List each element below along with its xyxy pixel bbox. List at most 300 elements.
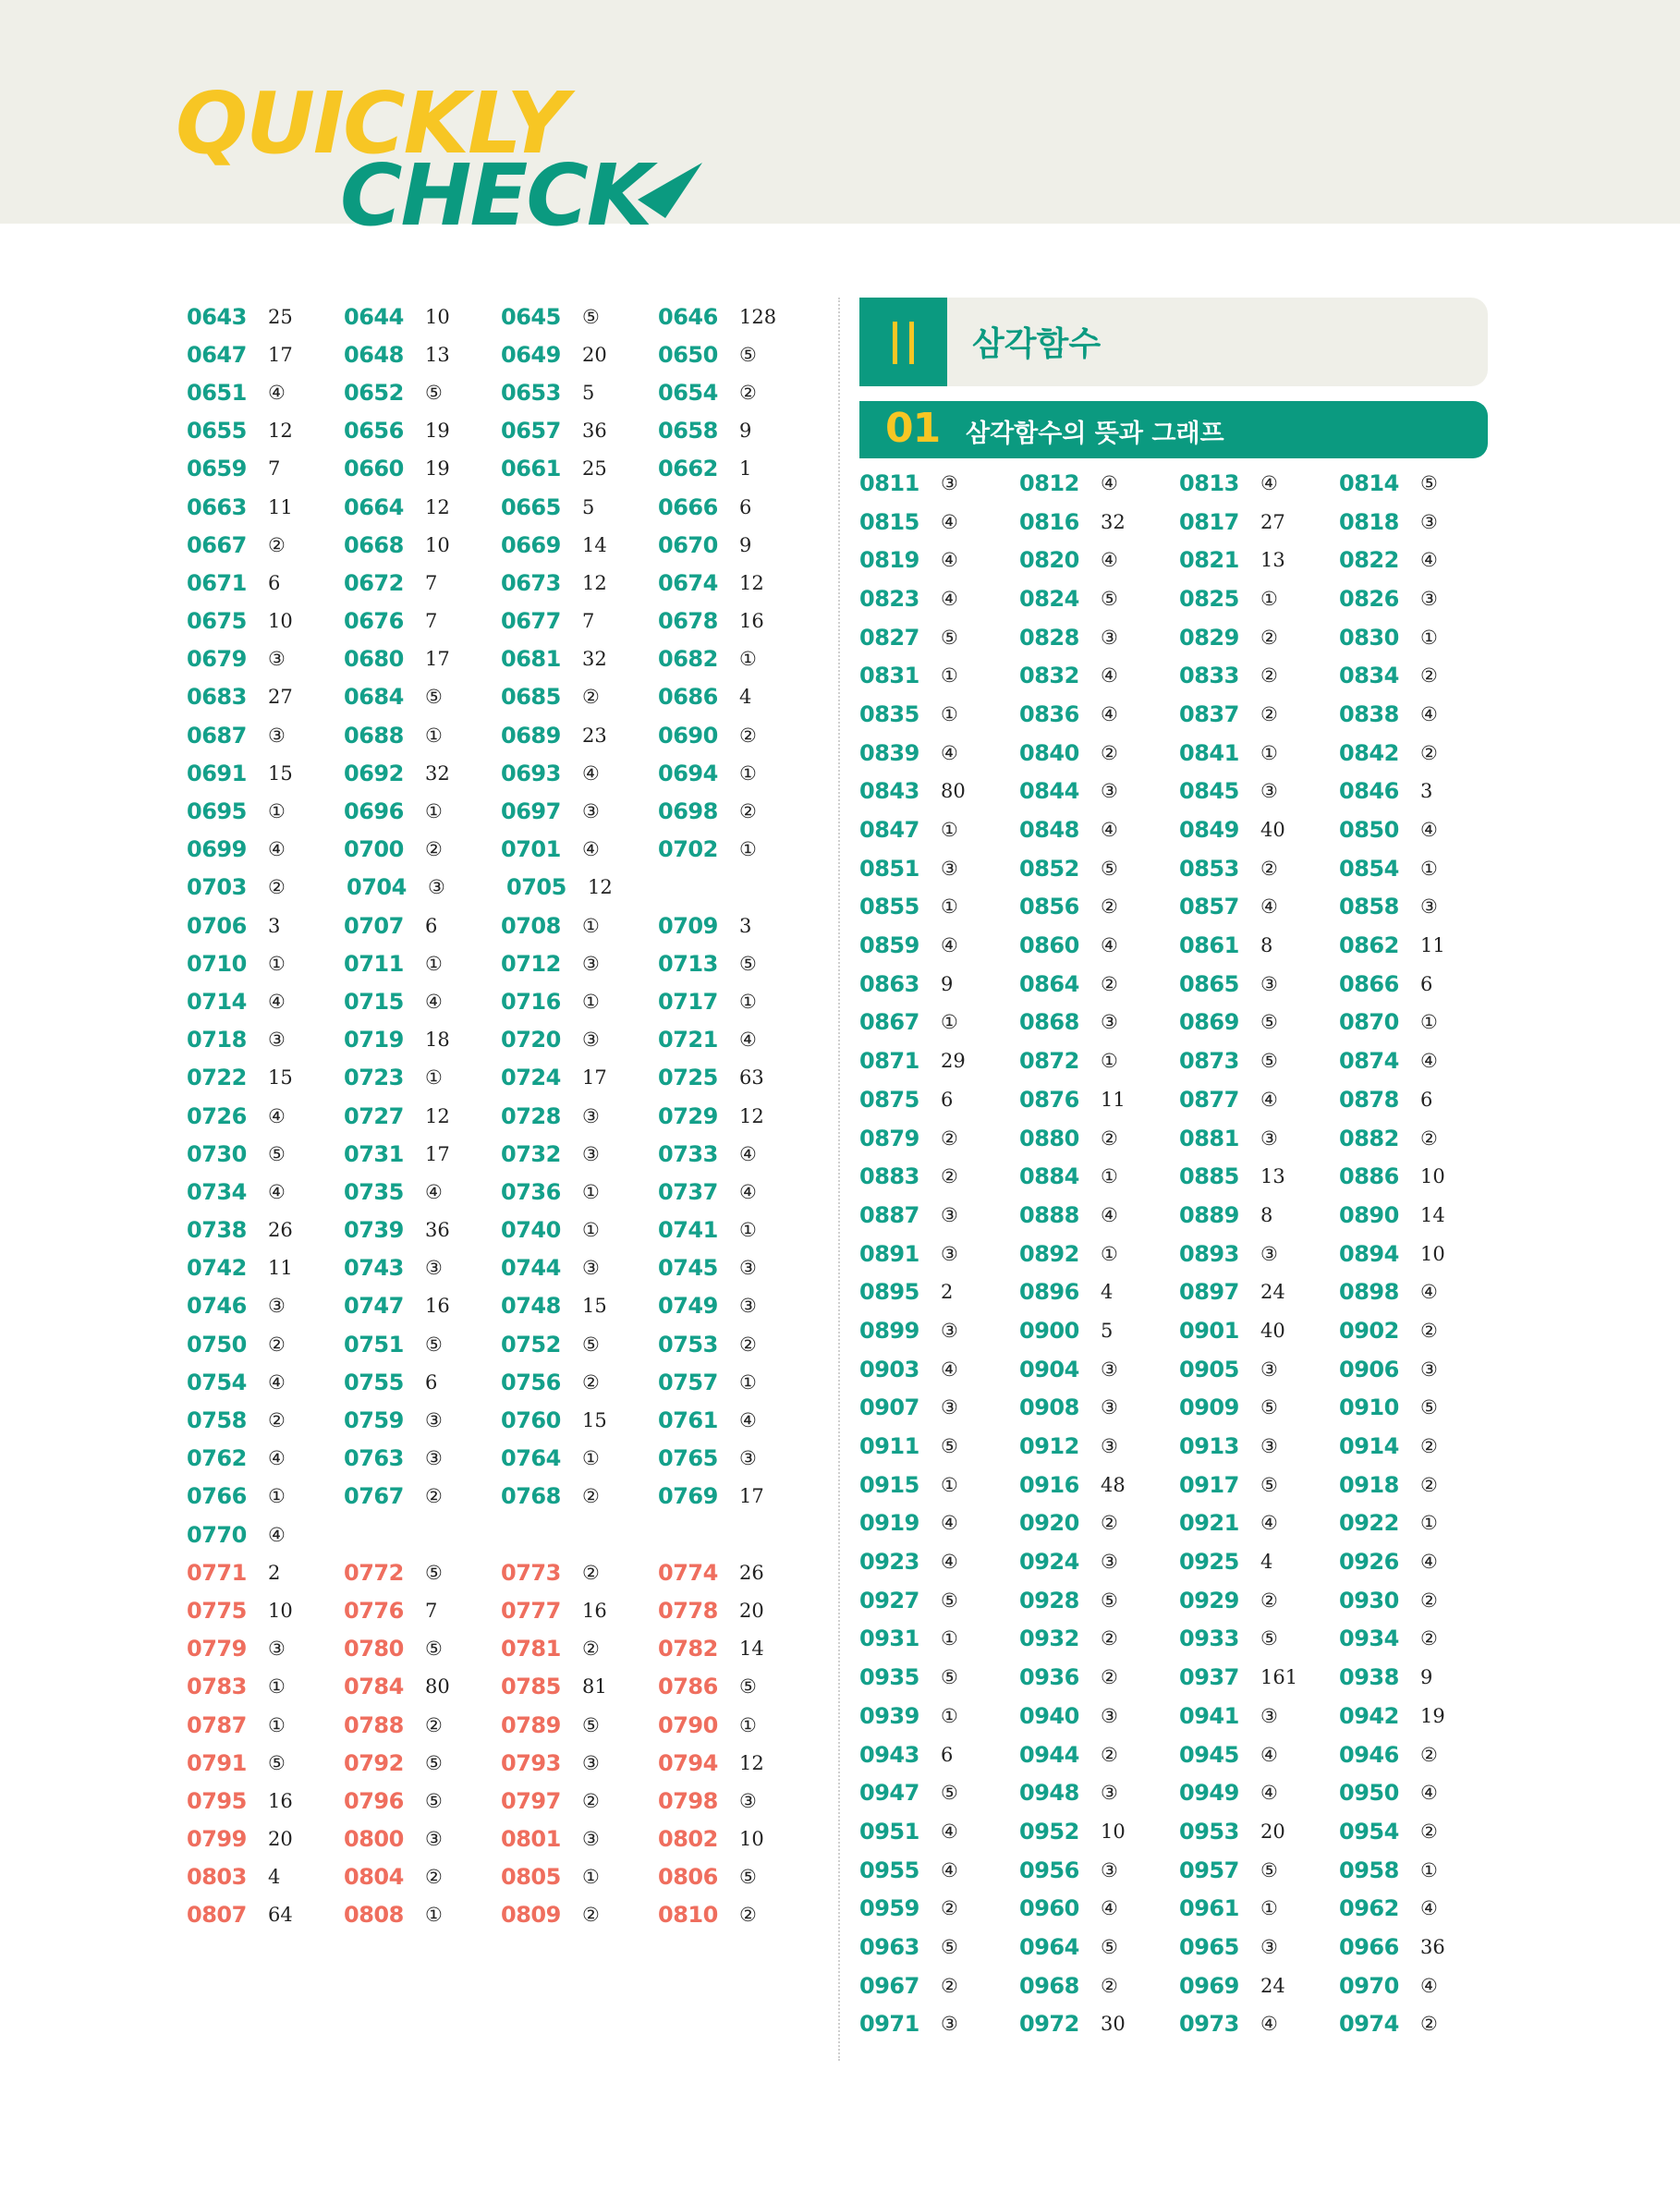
answer-value: 13 bbox=[1260, 549, 1285, 572]
answer-value: ④ bbox=[1420, 1050, 1438, 1073]
answer-value: 17 bbox=[425, 1142, 450, 1165]
answer-row bbox=[187, 982, 815, 1020]
answer-value: 80 bbox=[425, 1675, 450, 1699]
problem-number: 0926 bbox=[1339, 1549, 1399, 1576]
problem-number: 0859 bbox=[859, 932, 919, 959]
problem-number: 0797 bbox=[501, 1787, 561, 1814]
problem-number: 0893 bbox=[1179, 1240, 1239, 1267]
answer-value: 10 bbox=[425, 533, 450, 556]
answer-cell bbox=[344, 836, 501, 862]
answer-cell bbox=[187, 342, 344, 368]
problem-number: 0754 bbox=[187, 1369, 247, 1395]
answer-value: 15 bbox=[582, 1295, 607, 1318]
answer-cell bbox=[501, 1027, 658, 1053]
answer-value: ④ bbox=[739, 1142, 757, 1165]
answer-value: ① bbox=[582, 990, 600, 1013]
answer-cell bbox=[344, 989, 501, 1015]
problem-number: 0697 bbox=[501, 798, 561, 825]
problem-number: 0904 bbox=[1019, 1356, 1079, 1382]
answer-value: ⑤ bbox=[739, 1675, 757, 1699]
answer-cell bbox=[859, 932, 1019, 958]
answer-row bbox=[187, 526, 815, 564]
problem-number: 0882 bbox=[1339, 1125, 1399, 1151]
answer-row bbox=[859, 734, 1499, 773]
problem-number: 0892 bbox=[1019, 1240, 1079, 1267]
problem-number: 0806 bbox=[658, 1864, 718, 1891]
answer-value: 4 bbox=[1260, 1551, 1273, 1574]
answer-row bbox=[187, 1173, 815, 1211]
answer-cell bbox=[658, 304, 815, 330]
problem-number: 0667 bbox=[187, 531, 247, 558]
problem-number: 0850 bbox=[1339, 817, 1399, 844]
answer-value: 2 bbox=[941, 1281, 954, 1304]
problem-number: 0901 bbox=[1179, 1317, 1239, 1344]
problem-number: 0655 bbox=[187, 418, 247, 444]
answer-value: ⑤ bbox=[739, 1866, 757, 1889]
problem-number: 0650 bbox=[658, 341, 718, 368]
answer-value: ④ bbox=[582, 838, 600, 861]
answer-row bbox=[187, 1668, 815, 1706]
answer-value: ② bbox=[1101, 1126, 1118, 1150]
answer-cell bbox=[859, 740, 1019, 766]
problem-number: 0887 bbox=[859, 1201, 919, 1228]
answer-value: 16 bbox=[739, 610, 764, 633]
problem-number: 0803 bbox=[187, 1864, 247, 1891]
problem-number: 0792 bbox=[344, 1749, 404, 1776]
problem-number: 0965 bbox=[1179, 1933, 1239, 1960]
answer-row bbox=[187, 1249, 815, 1287]
answer-cell bbox=[859, 547, 1019, 573]
problem-number: 0763 bbox=[344, 1445, 404, 1472]
problem-number: 0963 bbox=[859, 1933, 919, 1960]
answer-row bbox=[187, 716, 815, 754]
answer-value: ④ bbox=[941, 510, 958, 533]
problem-number: 0649 bbox=[501, 341, 561, 368]
chapter-title: 삼각함수 bbox=[972, 325, 1102, 363]
answer-cell bbox=[187, 1179, 344, 1205]
answer-cell bbox=[1019, 663, 1179, 688]
problem-number: 0708 bbox=[501, 912, 561, 939]
problem-number: 0718 bbox=[187, 1027, 247, 1053]
answer-cell bbox=[344, 1141, 501, 1167]
answer-value: ② bbox=[1101, 1512, 1118, 1535]
problem-number: 0777 bbox=[501, 1597, 561, 1624]
answer-value: ② bbox=[1420, 1820, 1438, 1843]
problem-number: 0646 bbox=[658, 303, 718, 330]
problem-number: 0875 bbox=[859, 1086, 919, 1113]
problem-number: 0729 bbox=[658, 1102, 718, 1129]
problem-number: 0753 bbox=[658, 1331, 718, 1358]
answer-value: ③ bbox=[739, 1295, 757, 1318]
answer-cell bbox=[658, 456, 815, 481]
problem-number: 0958 bbox=[1339, 1857, 1399, 1883]
problem-number: 0711 bbox=[344, 950, 404, 977]
answer-cell bbox=[859, 1318, 1019, 1344]
answer-cell bbox=[859, 1857, 1019, 1883]
answer-cell bbox=[859, 586, 1019, 612]
problem-number: 0710 bbox=[187, 950, 247, 977]
answer-value: ② bbox=[1420, 1589, 1438, 1612]
answer-cell bbox=[344, 1255, 501, 1281]
answer-row bbox=[859, 1196, 1499, 1235]
answer-value: 9 bbox=[739, 533, 752, 556]
problem-number: 0902 bbox=[1339, 1317, 1399, 1344]
problem-number: 0677 bbox=[501, 608, 561, 635]
answer-cell bbox=[1339, 1973, 1499, 1999]
answer-cell bbox=[658, 1293, 815, 1319]
answer-cell bbox=[1339, 932, 1499, 958]
problem-number: 0907 bbox=[859, 1394, 919, 1421]
problem-number: 0860 bbox=[1019, 932, 1079, 959]
answer-cell bbox=[1179, 1048, 1339, 1074]
answer-value: 15 bbox=[268, 761, 293, 785]
problem-number: 0949 bbox=[1179, 1780, 1239, 1807]
problem-number: 0713 bbox=[658, 950, 718, 977]
answer-value: ⑤ bbox=[941, 1935, 958, 1958]
answer-value: ① bbox=[941, 1011, 958, 1034]
answer-value: ④ bbox=[1420, 1782, 1438, 1805]
problem-number: 0658 bbox=[658, 418, 718, 444]
answer-value: 81 bbox=[582, 1675, 607, 1699]
answer-value: ① bbox=[268, 1485, 286, 1508]
problem-number: 0662 bbox=[658, 456, 718, 482]
problem-number: 0951 bbox=[859, 1818, 919, 1845]
problem-number: 0868 bbox=[1019, 1009, 1079, 1036]
answer-value: ① bbox=[1420, 626, 1438, 649]
answer-cell bbox=[344, 1065, 501, 1090]
answer-cell bbox=[344, 761, 501, 786]
answer-value: ② bbox=[1420, 1627, 1438, 1650]
answer-cell bbox=[501, 1370, 658, 1395]
problem-number: 0723 bbox=[344, 1065, 404, 1091]
problem-number: 0898 bbox=[1339, 1279, 1399, 1306]
answer-value: ② bbox=[941, 1126, 958, 1150]
answer-value: ④ bbox=[1260, 1512, 1278, 1535]
answer-row bbox=[187, 831, 815, 869]
problem-number: 0775 bbox=[187, 1597, 247, 1624]
problem-number: 0905 bbox=[1179, 1356, 1239, 1382]
answer-value: ④ bbox=[1101, 1897, 1118, 1920]
answer-value: 1 bbox=[739, 457, 752, 481]
problem-number: 0783 bbox=[187, 1674, 247, 1700]
answer-cell bbox=[1179, 856, 1339, 882]
answer-cell bbox=[658, 951, 815, 977]
problem-number: 0873 bbox=[1179, 1048, 1239, 1075]
answer-value: ④ bbox=[268, 1523, 286, 1546]
problem-number: 0940 bbox=[1019, 1702, 1079, 1729]
answer-cell bbox=[1339, 1163, 1499, 1189]
answer-cell bbox=[658, 1370, 815, 1395]
problem-number: 0676 bbox=[344, 608, 404, 635]
problem-number: 0955 bbox=[859, 1857, 919, 1883]
answer-value: 18 bbox=[425, 1029, 450, 1052]
answer-cell bbox=[1019, 1163, 1179, 1189]
answer-cell bbox=[501, 456, 658, 481]
answer-cell bbox=[658, 723, 815, 749]
answer-cell bbox=[501, 1864, 658, 1890]
problem-number: 0816 bbox=[1019, 508, 1079, 535]
problem-number: 0728 bbox=[501, 1102, 561, 1129]
answer-value: ③ bbox=[1101, 780, 1118, 803]
answer-value: ④ bbox=[1101, 1203, 1118, 1226]
answer-cell bbox=[1339, 1664, 1499, 1690]
problem-number: 0826 bbox=[1339, 585, 1399, 612]
problem-number: 0734 bbox=[187, 1178, 247, 1205]
problem-number: 0837 bbox=[1179, 700, 1239, 727]
answer-cell bbox=[1339, 2011, 1499, 2037]
problem-number: 0679 bbox=[187, 646, 247, 673]
answer-value: ① bbox=[739, 648, 757, 671]
answer-cell bbox=[1179, 1472, 1339, 1498]
problem-number: 0934 bbox=[1339, 1626, 1399, 1652]
answer-value: ④ bbox=[941, 1820, 958, 1843]
answer-value: ⑤ bbox=[1101, 587, 1118, 610]
answer-value: 63 bbox=[739, 1066, 764, 1090]
answer-cell bbox=[501, 342, 658, 368]
problem-number: 0702 bbox=[658, 836, 718, 863]
answer-cell bbox=[1339, 509, 1499, 535]
answer-cell bbox=[1339, 1588, 1499, 1613]
answer-value: ⑤ bbox=[739, 952, 757, 975]
answer-value: ④ bbox=[1101, 819, 1118, 842]
answer-value: 3 bbox=[739, 914, 752, 937]
problem-number: 0781 bbox=[501, 1636, 561, 1662]
problem-number: 0768 bbox=[501, 1483, 561, 1510]
answer-cell bbox=[658, 989, 815, 1015]
answer-value: ② bbox=[1260, 1589, 1278, 1612]
answer-cell bbox=[859, 1780, 1019, 1806]
problem-number: 0936 bbox=[1019, 1664, 1079, 1691]
answer-cell bbox=[1179, 1895, 1339, 1921]
answer-value: ① bbox=[739, 761, 757, 785]
answer-value: ① bbox=[1101, 1050, 1118, 1073]
answer-value: 16 bbox=[268, 1789, 293, 1812]
answer-cell bbox=[1339, 778, 1499, 804]
answer-cell bbox=[859, 1895, 1019, 1921]
problem-number: 0804 bbox=[344, 1864, 404, 1891]
problem-number: 0969 bbox=[1179, 1972, 1239, 1999]
answer-cell bbox=[1179, 1279, 1339, 1305]
answer-cell bbox=[859, 1126, 1019, 1151]
answer-cell bbox=[501, 1407, 658, 1433]
answer-cell bbox=[658, 1598, 815, 1624]
problem-number: 0881 bbox=[1179, 1125, 1239, 1151]
answer-cell bbox=[187, 1217, 344, 1243]
problem-number: 0854 bbox=[1339, 855, 1399, 882]
answer-row bbox=[187, 1553, 815, 1591]
answer-cell bbox=[501, 1217, 658, 1243]
answer-value: ① bbox=[425, 800, 443, 823]
answer-cell bbox=[1179, 1857, 1339, 1883]
answer-cell bbox=[1179, 1126, 1339, 1151]
problem-number: 0886 bbox=[1339, 1163, 1399, 1190]
problem-number: 0674 bbox=[658, 569, 718, 596]
problem-number: 0785 bbox=[501, 1674, 561, 1700]
answer-value: 12 bbox=[425, 1104, 450, 1127]
answer-cell bbox=[344, 456, 501, 481]
problem-number: 0665 bbox=[501, 493, 561, 520]
answer-cell bbox=[501, 684, 658, 710]
answer-value: ④ bbox=[1260, 895, 1278, 919]
answer-row bbox=[859, 1658, 1499, 1697]
problem-number: 0701 bbox=[501, 836, 561, 863]
answer-value: ② bbox=[268, 1409, 286, 1432]
answer-value: 5 bbox=[582, 495, 595, 518]
answer-cell bbox=[501, 1598, 658, 1624]
answer-cell bbox=[1339, 1626, 1499, 1651]
answer-cell bbox=[859, 1819, 1019, 1845]
answer-value: ② bbox=[739, 1333, 757, 1356]
problem-number: 0659 bbox=[187, 456, 247, 482]
problem-number: 0835 bbox=[859, 700, 919, 727]
problem-number: 0856 bbox=[1019, 894, 1079, 920]
answer-cell bbox=[1019, 625, 1179, 651]
answer-value: ④ bbox=[268, 1180, 286, 1203]
answer-value: 6 bbox=[1420, 972, 1433, 995]
answer-cell bbox=[1339, 663, 1499, 688]
answer-cell bbox=[1019, 586, 1179, 612]
answer-value: ③ bbox=[1101, 1704, 1118, 1727]
answer-cell bbox=[859, 1973, 1019, 1999]
answer-value: 3 bbox=[1420, 780, 1433, 803]
answer-cell bbox=[1179, 1087, 1339, 1113]
answer-value: 20 bbox=[582, 343, 607, 366]
answer-cell bbox=[1179, 1241, 1339, 1267]
answer-cell bbox=[1179, 817, 1339, 843]
answer-value: 19 bbox=[425, 457, 450, 481]
problem-number: 0908 bbox=[1019, 1394, 1079, 1421]
answer-cell bbox=[1019, 1279, 1179, 1305]
answer-cell bbox=[501, 418, 658, 444]
answer-cell bbox=[859, 1703, 1019, 1729]
problem-number: 0727 bbox=[344, 1102, 404, 1129]
answer-row bbox=[187, 1021, 815, 1059]
answer-cell bbox=[859, 971, 1019, 997]
answer-row bbox=[187, 373, 815, 411]
answer-cell bbox=[1019, 1472, 1179, 1498]
answer-cell bbox=[501, 1750, 658, 1776]
answer-row bbox=[859, 1504, 1499, 1543]
answer-row bbox=[859, 464, 1499, 503]
problem-number: 0836 bbox=[1019, 700, 1079, 727]
answer-value: 27 bbox=[1260, 510, 1285, 533]
answer-value: 9 bbox=[739, 420, 752, 443]
problem-number: 0825 bbox=[1179, 585, 1239, 612]
answer-row bbox=[187, 298, 815, 335]
answer-cell bbox=[658, 532, 815, 558]
answer-value: 5 bbox=[582, 381, 595, 404]
answer-cell bbox=[187, 1027, 344, 1053]
answer-value: ④ bbox=[941, 549, 958, 572]
answer-cell bbox=[1179, 894, 1339, 919]
answer-cell bbox=[1019, 1318, 1179, 1344]
answer-cell bbox=[344, 1483, 501, 1509]
answer-value: ⑤ bbox=[941, 1435, 958, 1458]
answer-cell bbox=[344, 1103, 501, 1129]
answer-row bbox=[187, 1478, 815, 1516]
answer-row bbox=[187, 1059, 815, 1097]
problem-number: 0952 bbox=[1019, 1818, 1079, 1845]
answer-cell bbox=[1179, 1703, 1339, 1729]
answer-cell bbox=[1179, 1780, 1339, 1806]
problem-number: 0929 bbox=[1179, 1587, 1239, 1613]
answer-value: 9 bbox=[1420, 1666, 1433, 1689]
problem-number: 0698 bbox=[658, 798, 718, 825]
answer-cell bbox=[859, 1588, 1019, 1613]
problem-number: 0645 bbox=[501, 303, 561, 330]
answer-cell bbox=[1179, 1549, 1339, 1575]
answer-cell bbox=[859, 1433, 1019, 1459]
answer-cell bbox=[859, 1279, 1019, 1305]
answer-cell bbox=[187, 723, 344, 749]
answer-row bbox=[859, 1466, 1499, 1504]
answer-row bbox=[859, 695, 1499, 734]
answer-cell bbox=[859, 1163, 1019, 1189]
answer-value: 19 bbox=[425, 420, 450, 443]
answer-cell bbox=[344, 913, 501, 939]
answer-cell bbox=[1019, 1973, 1179, 1999]
answer-value: ⑤ bbox=[1420, 471, 1438, 494]
answer-cell bbox=[344, 1598, 501, 1624]
answer-cell bbox=[506, 874, 666, 900]
answer-value: ① bbox=[582, 1180, 600, 1203]
answer-value: ② bbox=[582, 1370, 600, 1394]
answer-value: ① bbox=[739, 990, 757, 1013]
answer-value: ③ bbox=[268, 648, 286, 671]
answer-row bbox=[187, 907, 815, 944]
problem-number: 0829 bbox=[1179, 624, 1239, 651]
answer-value: 20 bbox=[268, 1828, 293, 1851]
problem-number: 0827 bbox=[859, 624, 919, 651]
answer-cell bbox=[187, 1332, 344, 1358]
answer-cell bbox=[187, 1674, 344, 1699]
problem-number: 0709 bbox=[658, 912, 718, 939]
problem-number: 0937 bbox=[1179, 1664, 1239, 1691]
answer-cell bbox=[501, 1255, 658, 1281]
answer-cell bbox=[1339, 1549, 1499, 1575]
answer-cell bbox=[859, 1549, 1019, 1575]
problem-number: 0852 bbox=[1019, 855, 1079, 882]
answer-cell bbox=[1019, 509, 1179, 535]
answer-cell bbox=[344, 798, 501, 824]
answer-value: ① bbox=[268, 1675, 286, 1699]
answer-cell bbox=[1019, 932, 1179, 958]
answer-value: ④ bbox=[268, 838, 286, 861]
problem-number: 0733 bbox=[658, 1140, 718, 1167]
answer-value: ④ bbox=[1420, 1897, 1438, 1920]
answer-value: ② bbox=[582, 686, 600, 709]
problem-number: 0928 bbox=[1019, 1587, 1079, 1613]
problem-number: 0831 bbox=[859, 663, 919, 689]
problem-number: 0822 bbox=[1339, 547, 1399, 574]
answer-value: ② bbox=[268, 1333, 286, 1356]
answer-cell bbox=[1019, 1048, 1179, 1074]
problem-number: 0909 bbox=[1179, 1394, 1239, 1421]
answer-row bbox=[187, 1325, 815, 1363]
answer-cell bbox=[187, 532, 344, 558]
answer-value: 6 bbox=[425, 914, 438, 937]
answer-value: 80 bbox=[941, 780, 966, 803]
answer-value: ② bbox=[739, 724, 757, 747]
problem-number: 0878 bbox=[1339, 1086, 1399, 1113]
answer-value: 9 bbox=[941, 972, 954, 995]
problem-number: 0932 bbox=[1019, 1626, 1079, 1652]
answer-row bbox=[859, 1697, 1499, 1735]
answer-value: ② bbox=[582, 1638, 600, 1661]
answer-row bbox=[859, 1735, 1499, 1774]
answer-cell bbox=[347, 874, 506, 900]
logo-check-mark-icon bbox=[638, 163, 702, 218]
